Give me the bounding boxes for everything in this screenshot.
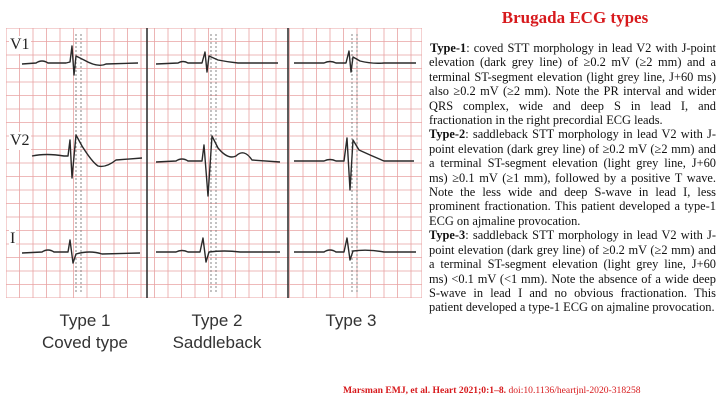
type-2-name: Type-2 [429, 127, 466, 142]
descriptions [429, 41, 716, 315]
type-1-text: : coved STT morphology in lead V2 with J-point elevation (dark grey line) of ≥0.2 mV (≥2 mm) and a terminal ST-segment elevation (light grey line, J+60 ms) also ≥0.2 mV (≥2 mm). Note the PR interval and wider QRS complex, wide and deep S in lead I, and fractionation in the right precordial ECG leads. [429, 41, 716, 128]
type-2-text: : saddleback STT morphology in lead V2 with J-point elevation (dark grey line) of ≥0.2 mV (≥2 mm) and a terminal ST-segment elevation (light grey line, J+60 ms) ≥0.1 mV (≥1 mm), followed by a positive T wave. Note the less wide and deep S-wave in lead I, less prominent fractionation. This patient developed a type-1 ECG on ajmaline provocation. [429, 127, 716, 228]
ecg-trace [156, 136, 280, 196]
ecg-trace [22, 46, 138, 75]
citation-doi: doi:10.1136/heartjnl-2020-318258 [506, 385, 641, 396]
type-3-name: Type-3 [429, 228, 466, 243]
type-1-description [429, 41, 716, 127]
type-1-caption-subtitle: Coved type [42, 333, 128, 352]
lead-label-v1: V1 [10, 36, 30, 53]
ecg-trace [156, 238, 280, 262]
lead-label-v2: V2 [10, 132, 30, 149]
type-3-caption [286, 310, 416, 332]
type-1-caption-title: Type 1 [59, 311, 111, 330]
page-title: Brugada ECG types [501, 8, 649, 27]
type-3-text: : saddleback STT morphology in lead V2 with J-point elevation (dark grey line) of ≥0.2 mV (≥2 mm) and a terminal ST-segment elevation (light grey line, J+60 ms) <0.1 mV (<1 mm). Note the absence of a wide deep S-wave in lead I and no obvious fractionation. This patient developed a type-1 ECG on ajmaline provocation. [429, 228, 716, 315]
citation [343, 385, 641, 396]
ecg-trace [294, 138, 414, 190]
type-2-description [429, 127, 716, 228]
type-1-caption [20, 310, 150, 354]
type-3-caption-title: Type 3 [325, 311, 377, 330]
ecg-grid [6, 28, 422, 298]
type-2-caption [152, 310, 282, 354]
citation-reference: Marsman EMJ, et al. Heart 2021;0:1–8. [343, 385, 507, 396]
type-1-name: Type-1 [430, 41, 467, 55]
type-2-caption-subtitle: Saddleback [172, 333, 262, 352]
type-3-description [429, 228, 716, 314]
type-2-caption-title: Type 2 [191, 311, 243, 330]
lead-label-i: I [10, 230, 16, 247]
